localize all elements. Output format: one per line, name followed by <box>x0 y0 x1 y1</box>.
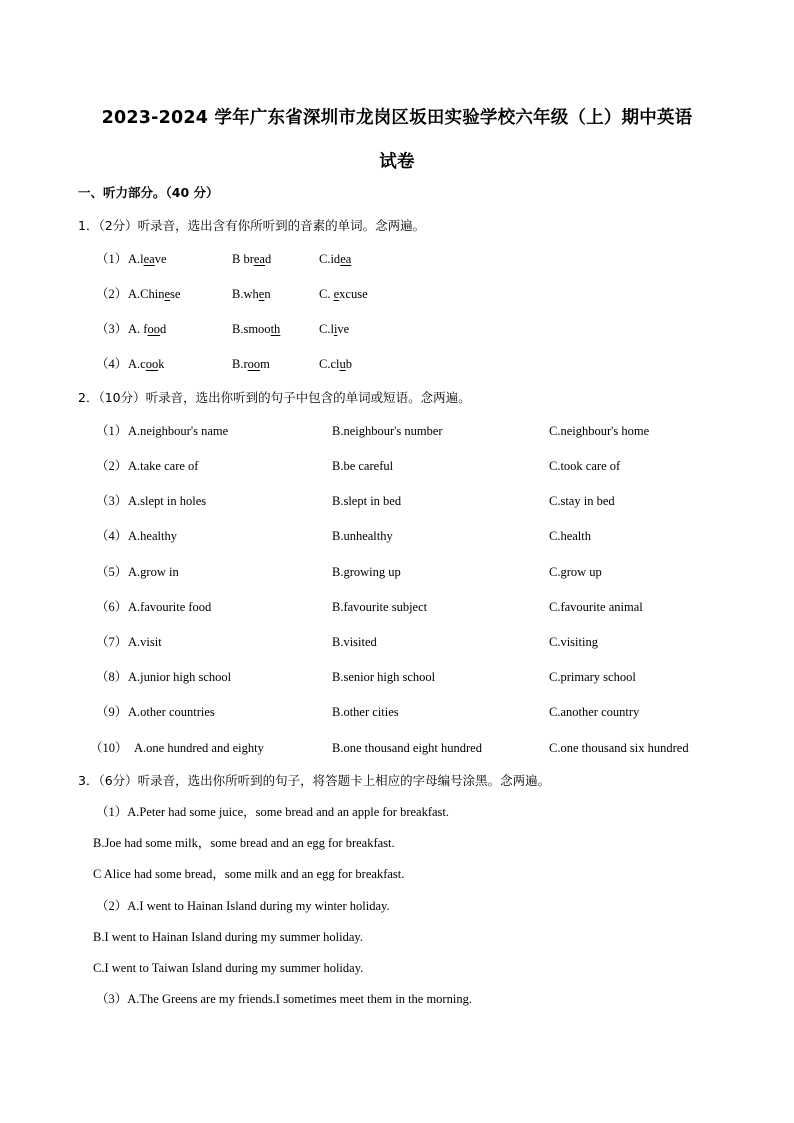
question-2-stem: 2．（10分）听录音，选出你听到的句子中包含的单词或短语。念两遍。 <box>78 390 471 405</box>
q2-item-9-number: （9） <box>96 705 128 719</box>
q2-item-2-option-b: B.be careful <box>332 459 394 473</box>
q1-item-3-option-b: B.smooth <box>232 322 281 336</box>
question-1-stem: 1．（2分）听录音，选出含有你所听到的音素的单词。念两遍。 <box>78 218 426 233</box>
q2-item-3-option-c: C.stay in bed <box>549 494 615 508</box>
exam-title-line1: 2023-2024 学年广东省深圳市龙岗区坂田实验学校六年级（上）期中英语 <box>101 108 693 128</box>
q2-item-8-option-b: B.senior high school <box>332 670 436 684</box>
q1-item-3-option-a: A. food <box>128 322 167 336</box>
q2-item-9-option-b: B.other cities <box>332 705 399 719</box>
q1-item-1-option-c: C.idea <box>319 252 352 266</box>
q1-item-1-option-b: B bread <box>232 252 272 266</box>
q2-item-2-option-c: C.took care of <box>549 459 621 473</box>
q2-item-8-option-c: C.primary school <box>549 670 636 684</box>
q3-line-5: B.I went to Hainan Island during my summer holiday. <box>93 930 363 944</box>
q3-line-1: （1）A.Peter had some juice，some bread and an apple for breakfast. <box>96 805 450 819</box>
q1-item-4-number: （4） <box>96 357 128 371</box>
q2-item-1-number: （1） <box>96 424 128 438</box>
q3-line-3: C Alice had some bread，some milk and an egg for breakfast. <box>93 867 405 881</box>
q3-line-7: （3）A.The Greens are my friends.I sometimes meet them in the morning. <box>96 992 472 1006</box>
exam-title-line2: 试卷 <box>379 152 415 172</box>
q2-item-5-number: （5） <box>96 565 128 579</box>
q2-item-9-option-c: C.another country <box>549 705 640 719</box>
q2-item-7-option-a: A.visit <box>128 635 162 649</box>
q2-item-5-option-c: C.grow up <box>549 565 602 579</box>
q2-item-3-option-b: B.slept in bed <box>332 494 402 508</box>
q2-item-10-option-b: B.one thousand eight hundred <box>332 741 482 755</box>
q2-item-8-number: （8） <box>96 670 128 684</box>
section-heading-listening: 一、听力部分。（40 分） <box>78 185 219 200</box>
q1-item-2-option-c: C. excuse <box>319 287 368 301</box>
q1-item-3-number: （3） <box>96 322 128 336</box>
q3-line-4: （2）A.I went to Hainan Island during my winter holiday. <box>96 899 390 913</box>
q1-item-4-option-a: A.cook <box>128 357 165 371</box>
q2-item-5-option-b: B.growing up <box>332 565 401 579</box>
q2-item-4-number: （4） <box>96 529 128 543</box>
q2-item-3-number: （3） <box>96 494 128 508</box>
q2-item-7-option-c: C.visiting <box>549 635 598 649</box>
q2-item-5-option-a: A.grow in <box>128 565 179 579</box>
q2-item-2-number: （2） <box>96 459 128 473</box>
q3-line-2: B.Joe had some milk，some bread and an egg for breakfast. <box>93 836 395 850</box>
q1-item-3-option-c: C.live <box>319 322 350 336</box>
q1-item-1-number: （1） <box>96 252 128 266</box>
q2-item-4-option-b: B.unhealthy <box>332 529 393 543</box>
q2-item-10-number: （10） <box>90 741 128 755</box>
q2-item-6-option-b: B.favourite subject <box>332 600 428 614</box>
q2-item-2-option-a: A.take care of <box>128 459 199 473</box>
q2-item-9-option-a: A.other countries <box>128 705 215 719</box>
q2-item-10-option-a: A.one hundred and eighty <box>134 741 264 755</box>
q1-item-2-number: （2） <box>96 287 128 301</box>
q2-item-8-option-a: A.junior high school <box>128 670 232 684</box>
q2-item-10-option-c: C.one thousand six hundred <box>549 741 689 755</box>
q2-item-6-option-a: A.favourite food <box>128 600 212 614</box>
q2-item-1-option-b: B.neighbour's number <box>332 424 443 438</box>
q1-item-1-option-a: A.leave <box>128 252 167 266</box>
question-3-stem: 3．（6分）听录音，选出你所听到的句子，将答题卡上相应的字母编号涂黑。念两遍。 <box>78 773 551 788</box>
q2-item-1-option-a: A.neighbour's name <box>128 424 229 438</box>
q3-line-6: C.I went to Taiwan Island during my summer holiday. <box>93 961 364 975</box>
q2-item-4-option-c: C.health <box>549 529 592 543</box>
q2-item-4-option-a: A.healthy <box>128 529 177 543</box>
q2-item-7-number: （7） <box>96 635 128 649</box>
q2-item-6-number: （6） <box>96 600 128 614</box>
q2-item-1-option-c: C.neighbour's home <box>549 424 650 438</box>
q2-item-3-option-a: A.slept in holes <box>128 494 207 508</box>
q2-item-6-option-c: C.favourite animal <box>549 600 643 614</box>
q1-item-2-option-b: B.when <box>232 287 271 301</box>
q1-item-4-option-c: C.club <box>319 357 352 371</box>
q2-item-7-option-b: B.visited <box>332 635 377 649</box>
q1-item-4-option-b: B.room <box>232 357 270 371</box>
q1-item-2-option-a: A.Chinese <box>128 287 181 301</box>
